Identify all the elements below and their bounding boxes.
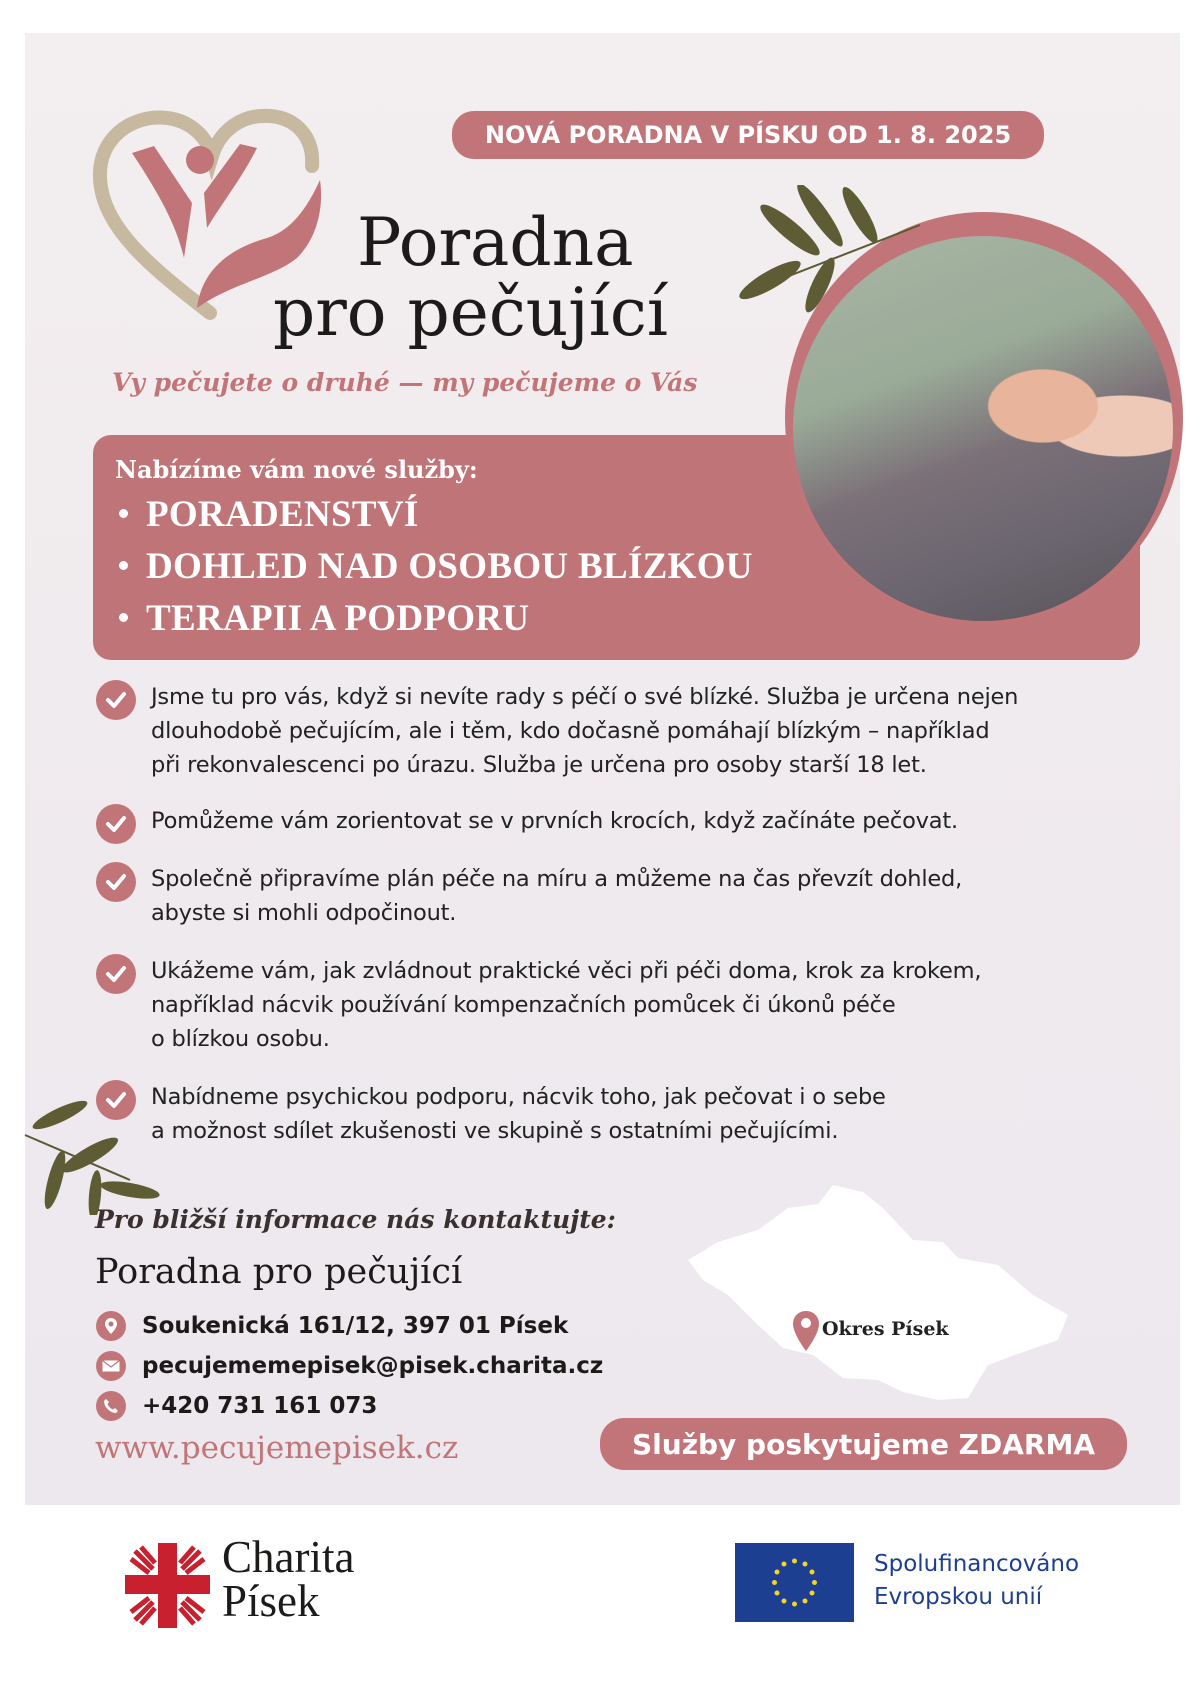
list-item: Jsme tu pro vás, když si nevíte rady s péčí o své blízké. Služba je určena nejen dlouhodobě pečujícím, ale i těm, kdo dočasně pomáhají blízkým – například při rekonvalescenci po úrazu. Služba je určena pro osoby starší 18 let. — [96, 680, 1018, 782]
opening-date-badge: NOVÁ PORADNA V PÍSKU OD 1. 8. 2025 — [452, 111, 1044, 159]
list-item: Společně připravíme plán péče na míru a můžeme na čas převzít dohled, abyste si mohli odpočinout. — [96, 862, 962, 930]
list-item: Ukážeme vám, jak zvládnout praktické věci při péči doma, krok za krokem, například nácvik používání kompenzačních pomůcek či úkonů péče o blízkou osobu. — [96, 954, 981, 1056]
leaf-decoration-icon — [730, 185, 930, 335]
service-item: PORADENSTVÍ — [115, 493, 419, 536]
service-item: DOHLED NAD OSOBOU BLÍZKOU — [115, 545, 753, 588]
checkmark-icon — [96, 1080, 136, 1120]
contact-phone[interactable]: +420 731 161 073 — [96, 1391, 377, 1421]
map-pin-icon — [792, 1310, 820, 1352]
contact-organization-name: Poradna pro pečující — [95, 1252, 463, 1292]
tagline: Vy pečujete o druhé — my pečujeme o Vás — [112, 368, 698, 397]
map-label: Okres Písek — [822, 1318, 949, 1340]
list-item: Pomůžeme vám zorientovat se v prvních krocích, když začínáte pečovat. — [96, 804, 958, 844]
contact-address: Soukenická 161/12, 397 01 Písek — [96, 1311, 568, 1341]
service-item: TERAPII A PODPORU — [115, 597, 529, 640]
bullet-icon — [119, 613, 128, 622]
page-title-line2: pro pečující — [273, 274, 668, 351]
czech-map-icon — [688, 1180, 1078, 1405]
checkmark-icon — [96, 954, 136, 994]
envelope-icon — [96, 1351, 126, 1381]
contact-email[interactable]: pecujememepisek@pisek.charita.cz — [96, 1351, 603, 1381]
eu-flag-icon — [735, 1543, 854, 1622]
website-link[interactable]: www.pecujemepisek.cz — [95, 1430, 459, 1466]
phone-icon — [96, 1391, 126, 1421]
contact-intro: Pro bližší informace nás kontaktujte: — [95, 1205, 616, 1234]
free-services-badge: Služby poskytujeme ZDARMA — [600, 1418, 1127, 1470]
checkmark-icon — [96, 804, 136, 844]
bullet-icon — [119, 561, 128, 570]
checkmark-icon — [96, 862, 136, 902]
bullet-icon — [119, 509, 128, 518]
charita-cross-logo-icon — [125, 1543, 210, 1628]
list-item: Nabídneme psychickou podporu, nácvik toho, jak pečovat i o sebe a možnost sdílet zkušenosti ve skupině s ostatními pečujícími. — [96, 1080, 886, 1148]
charita-logo-text: Charita Písek — [222, 1532, 355, 1626]
page-title-line1: Poradna — [357, 204, 634, 281]
services-heading: Nabízíme vám nové služby: — [115, 455, 478, 484]
location-pin-icon — [96, 1311, 126, 1341]
eu-cofunding-text: Spolufinancováno Evropskou unií — [874, 1551, 1080, 1610]
checkmark-icon — [96, 680, 136, 720]
